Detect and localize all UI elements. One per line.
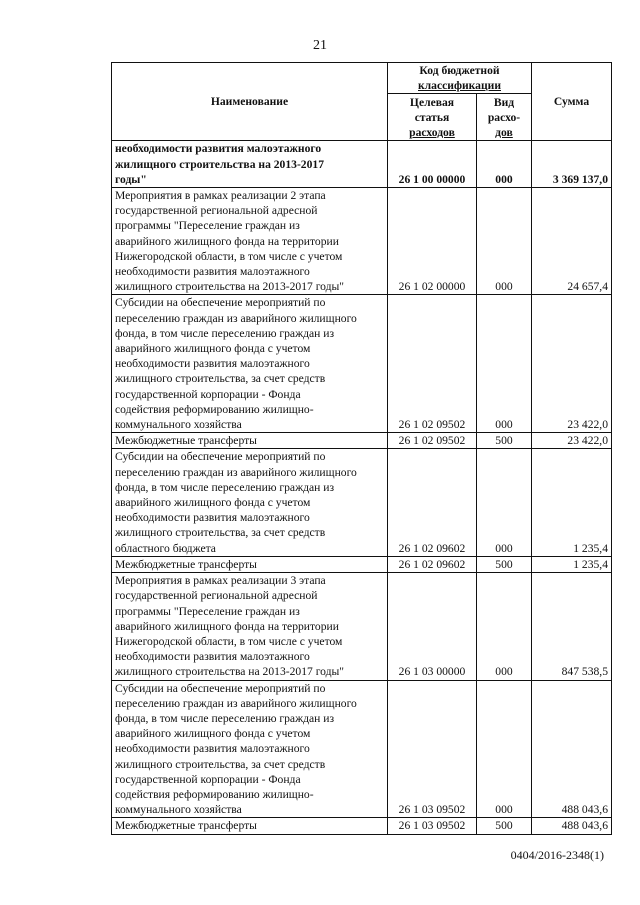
row-name-line: аварийного жилищного фонда с учетом — [115, 342, 311, 356]
row-name — [112, 188, 388, 295]
header-target-article — [388, 94, 477, 141]
header-expense-kind-line-3: дов — [495, 126, 513, 139]
row-name-line: аварийного жилищного фонда на территории — [115, 619, 339, 633]
row-name-line: жилищного строительства на 2013-2017 годы" — [115, 280, 345, 294]
row-name-line: переселению граждан из аварийного жилищного — [115, 311, 357, 325]
row-name-line: государственной корпорации - Фонда — [115, 772, 301, 786]
row-name-line: Субсидии на обеспечение мероприятий по — [115, 296, 326, 310]
row-name-line: коммунального хозяйства — [115, 803, 242, 817]
table-row — [112, 680, 612, 818]
row-sum: 1 235,4 — [532, 556, 612, 572]
row-code: 26 1 03 09502 — [388, 680, 477, 818]
row-name-line: государственной региональной адресной — [115, 589, 318, 603]
table-row — [112, 188, 612, 295]
budget-table — [111, 62, 612, 835]
table-row — [112, 556, 612, 572]
row-name-line: содействия реформированию жилищно- — [115, 787, 314, 801]
row-sum: 24 657,4 — [532, 188, 612, 295]
row-sum: 3 369 137,0 — [532, 141, 612, 188]
header-target-article-line-2: статья — [414, 110, 450, 124]
row-name-line: Межбюджетные трансферты — [115, 434, 257, 448]
row-code: 26 1 02 09602 — [388, 449, 477, 556]
header-expense-kind — [477, 94, 532, 141]
row-name-line: программы "Переселение граждан из — [115, 604, 300, 618]
row-name-line: фонда, в том числе переселению граждан из — [115, 480, 335, 494]
header-target-article-line-3: расходов — [409, 126, 455, 139]
row-sum: 1 235,4 — [532, 449, 612, 556]
row-name-line: жилищного строительства на 2013-2017 годы" — [115, 665, 345, 679]
row-code: 26 1 00 00000 — [388, 141, 477, 188]
row-name — [112, 449, 388, 556]
header-budget-code — [388, 63, 532, 94]
row-name-line: аварийного жилищного фонда с учетом — [115, 496, 311, 510]
row-name-line: годы" — [115, 172, 147, 186]
row-name-line: Мероприятия в рамках реализации 3 этапа — [115, 574, 326, 588]
row-name — [112, 818, 388, 834]
row-expense-kind: 000 — [477, 141, 532, 188]
row-expense-kind: 000 — [477, 449, 532, 556]
row-expense-kind: 500 — [477, 556, 532, 572]
row-name-line: Нижегородской области, в том числе с учетом — [115, 249, 343, 263]
row-name — [112, 573, 388, 680]
row-name-line: необходимости развития малоэтажного — [115, 511, 310, 525]
row-name-line: областного бюджета — [115, 541, 216, 555]
header-budget-code-line-1: Код бюджетной — [419, 64, 500, 77]
row-name-line: Субсидии на обеспечение мероприятий по — [115, 450, 326, 464]
row-name-line: программы "Переселение граждан из — [115, 219, 300, 233]
row-sum: 23 422,0 — [532, 295, 612, 433]
row-expense-kind: 000 — [477, 188, 532, 295]
row-name-line: государственной региональной адресной — [115, 204, 318, 218]
header-expense-kind-line-2: расхо- — [487, 110, 521, 124]
row-code: 26 1 02 00000 — [388, 188, 477, 295]
row-name-line: необходимости развития малоэтажного — [115, 742, 310, 756]
row-name — [112, 680, 388, 818]
row-code: 26 1 02 09502 — [388, 295, 477, 433]
document-code: 0404/2016-2348(1) — [510, 848, 604, 862]
row-name-line: аварийного жилищного фонда с учетом — [115, 727, 311, 741]
row-name-line: жилищного строительства, за счет средств — [115, 372, 326, 386]
row-name-line: коммунального хозяйства — [115, 418, 242, 432]
row-name-line: переселению граждан из аварийного жилищного — [115, 465, 357, 479]
row-name-line: Субсидии на обеспечение мероприятий по — [115, 681, 326, 695]
row-name-line: Мероприятия в рамках реализации 2 этапа — [115, 189, 326, 203]
table-row — [112, 295, 612, 433]
row-name-line: жилищного строительства, за счет средств — [115, 526, 326, 540]
row-name-line: аварийного жилищного фонда на территории — [115, 234, 339, 248]
row-sum: 488 043,6 — [532, 680, 612, 818]
header-target-article-line-1: Целевая — [409, 95, 455, 109]
row-expense-kind: 500 — [477, 433, 532, 449]
row-sum: 847 538,5 — [532, 573, 612, 680]
row-expense-kind: 000 — [477, 295, 532, 433]
table-header — [112, 63, 612, 141]
row-name-line: необходимости развития малоэтажного — [115, 265, 310, 279]
row-name-line: жилищного строительства на 2013-2017 — [115, 157, 324, 171]
row-expense-kind: 500 — [477, 818, 532, 834]
row-name — [112, 295, 388, 433]
table-body — [112, 141, 612, 834]
row-code: 26 1 03 00000 — [388, 573, 477, 680]
header-budget-code-line-2: классификации — [418, 79, 501, 93]
table-row — [112, 141, 612, 188]
header-expense-kind-line-1: Вид — [493, 95, 515, 109]
row-name-line: государственной корпорации - Фонда — [115, 387, 301, 401]
row-name-line: Межбюджетные трансферты — [115, 819, 257, 833]
row-name-line: фонда, в том числе переселению граждан из — [115, 711, 335, 725]
row-name-line: содействия реформированию жилищно- — [115, 402, 314, 416]
row-code: 26 1 03 09502 — [388, 818, 477, 834]
table-row — [112, 433, 612, 449]
row-name-line: необходимости развития малоэтажного — [115, 650, 310, 664]
table-row — [112, 449, 612, 556]
row-name-line: фонда, в том числе переселению граждан из — [115, 326, 335, 340]
row-code: 26 1 02 09602 — [388, 556, 477, 572]
table-row — [112, 818, 612, 834]
row-expense-kind: 000 — [477, 573, 532, 680]
row-name-line: необходимости развития малоэтажного — [115, 142, 322, 156]
row-name — [112, 433, 388, 449]
row-expense-kind: 000 — [477, 680, 532, 818]
table-row — [112, 573, 612, 680]
header-name: Наименование — [112, 63, 388, 141]
row-name — [112, 556, 388, 572]
page-number: 21 — [313, 38, 327, 53]
row-name-line: Нижегородской области, в том числе с учетом — [115, 634, 343, 648]
header-sum: Сумма — [532, 63, 612, 141]
row-name-line: переселению граждан из аварийного жилищного — [115, 696, 357, 710]
row-sum: 23 422,0 — [532, 433, 612, 449]
row-sum: 488 043,6 — [532, 818, 612, 834]
row-name-line: Межбюджетные трансферты — [115, 557, 257, 571]
row-name — [112, 141, 388, 188]
row-name-line: необходимости развития малоэтажного — [115, 357, 310, 371]
row-code: 26 1 02 09502 — [388, 433, 477, 449]
row-name-line: жилищного строительства, за счет средств — [115, 757, 326, 771]
